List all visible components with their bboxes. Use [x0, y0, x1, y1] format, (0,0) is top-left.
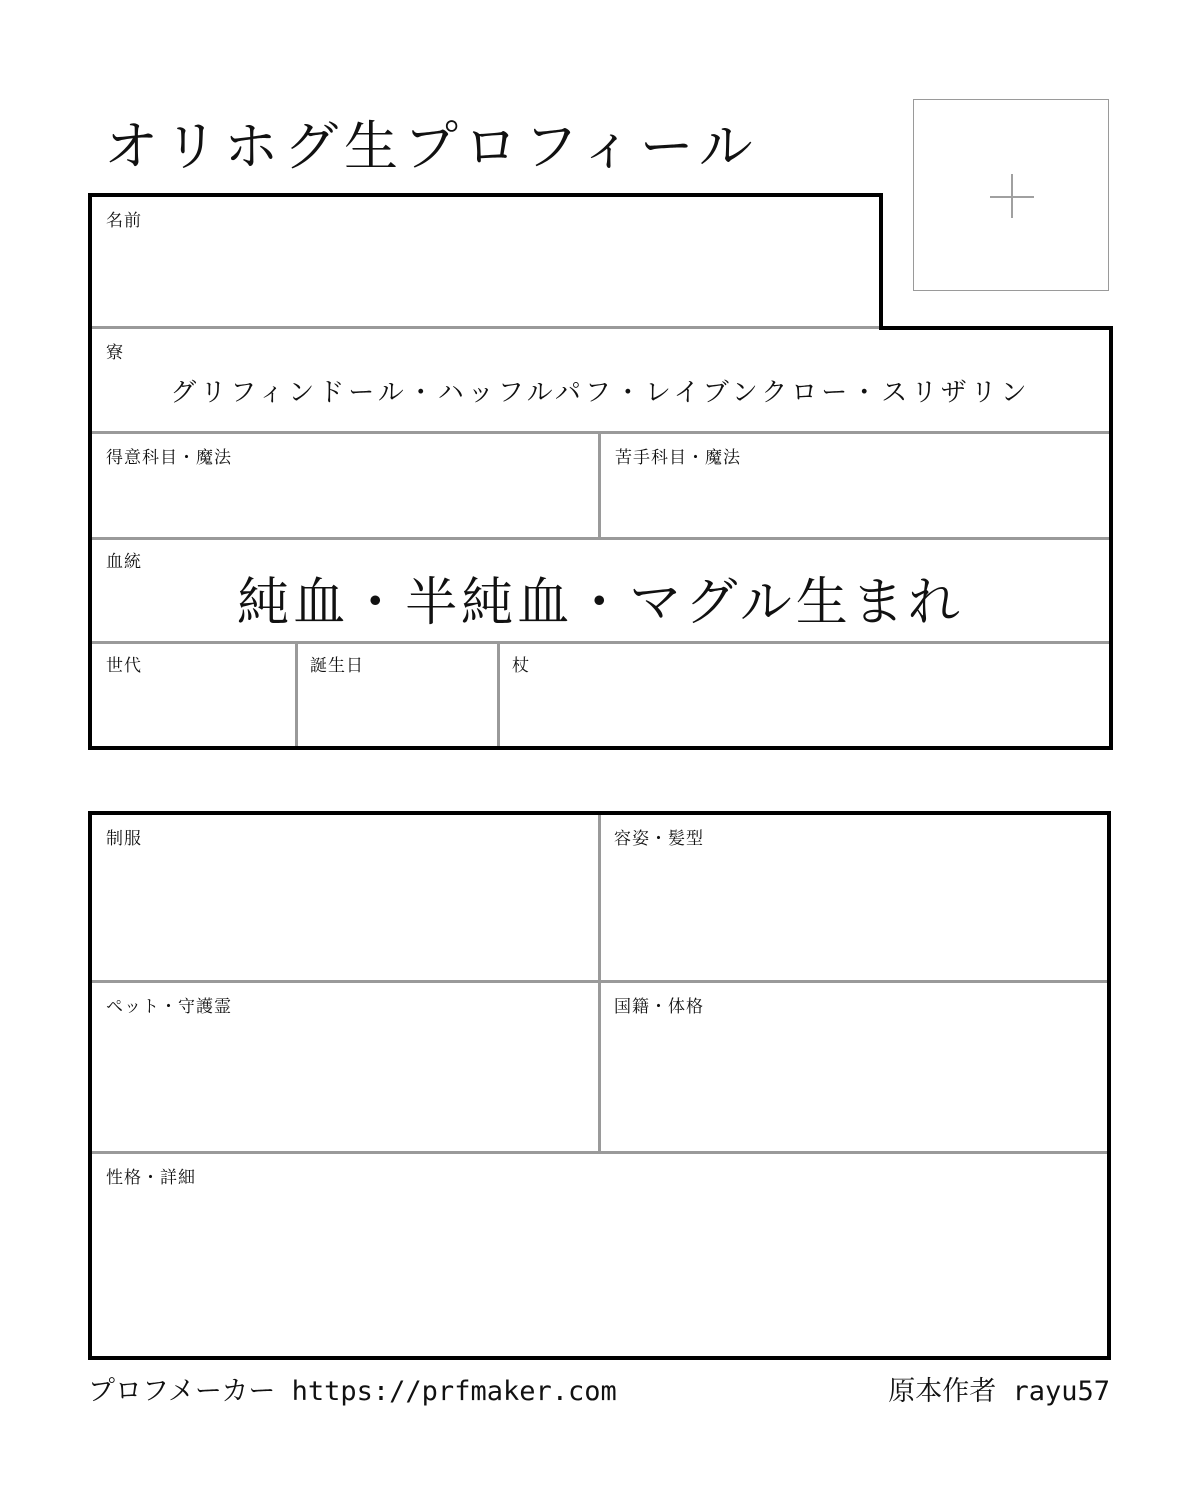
name-field[interactable]	[92, 197, 879, 326]
uniform-field[interactable]	[92, 815, 598, 980]
wand-label: 杖	[512, 656, 530, 676]
weak-subject-field[interactable]	[601, 434, 1109, 537]
nationality-build-field[interactable]	[601, 983, 1107, 1151]
birthday-label: 誕生日	[310, 656, 364, 676]
personality-field[interactable]	[92, 1154, 1107, 1356]
blood-status-options: 純血・半純血・マグル生まれ	[237, 573, 964, 633]
footer-maker-credit: プロフメーカー https://prfmaker.com	[88, 1376, 617, 1407]
good-subject-field[interactable]	[92, 434, 598, 537]
personality-label: 性格・詳細	[106, 1168, 196, 1188]
footer-author-credit: 原本作者 rayu57	[888, 1376, 1110, 1407]
house-label: 寮	[106, 343, 124, 363]
birthday-field[interactable]	[298, 644, 497, 746]
nationality-build-label: 国籍・体格	[614, 997, 704, 1017]
photo-upload-box[interactable]	[913, 99, 1109, 291]
appearance-field[interactable]	[601, 815, 1107, 980]
pet-patronus-label: ペット・守護霊	[106, 997, 232, 1017]
uniform-label: 制服	[106, 829, 142, 849]
blood-status-label: 血統	[106, 552, 142, 572]
pet-patronus-field[interactable]	[92, 983, 598, 1151]
appearance-label: 容姿・髪型	[614, 829, 704, 849]
blood-status-field[interactable]	[92, 540, 1109, 641]
page-title: オリホグ生プロフィール	[104, 115, 759, 178]
weak-subject-label: 苦手科目・魔法	[615, 448, 741, 468]
name-label: 名前	[106, 211, 142, 231]
generation-field[interactable]	[92, 644, 295, 746]
wand-field[interactable]	[500, 644, 1109, 746]
house-options: グリフィンドール・ハッフルパフ・レイブンクロー・スリザリン	[170, 378, 1031, 408]
generation-label: 世代	[106, 656, 142, 676]
house-field[interactable]	[92, 329, 1109, 431]
good-subject-label: 得意科目・魔法	[106, 448, 232, 468]
